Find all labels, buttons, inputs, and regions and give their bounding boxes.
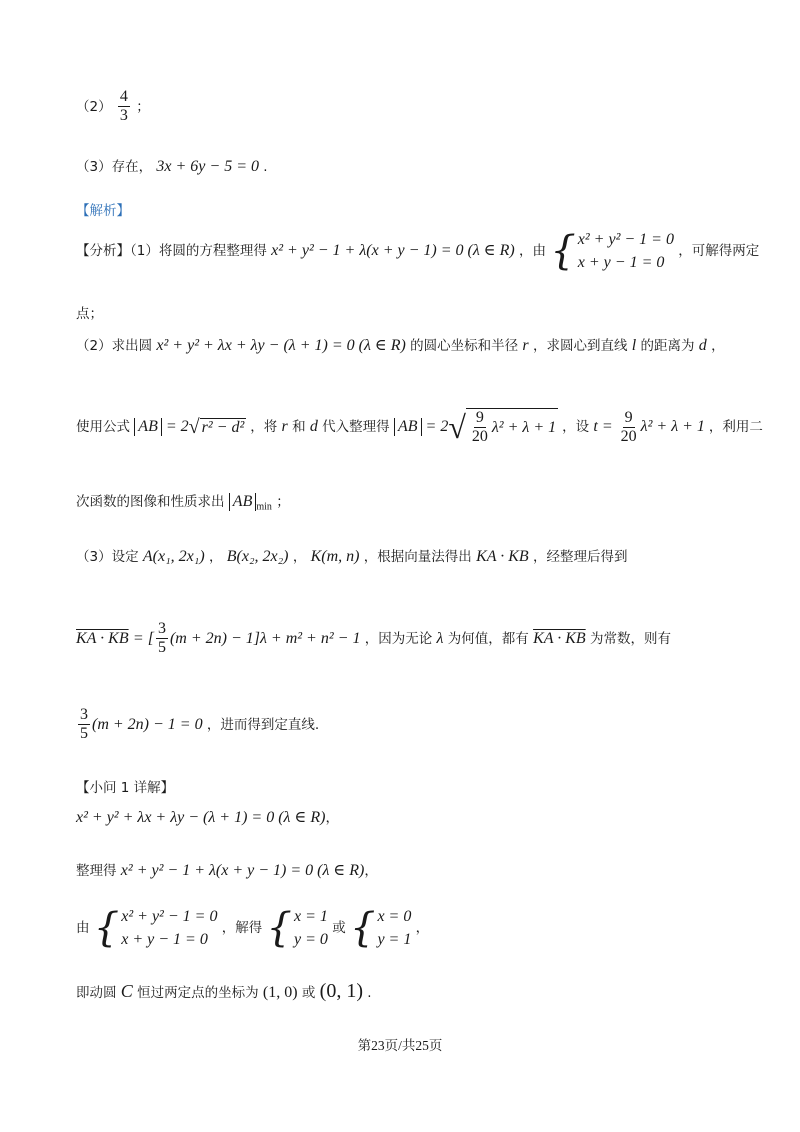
jiexi-heading: 【解析】 xyxy=(76,203,130,219)
analysis-3-dot: KA · KB = [ $\frac{3}{5}$ (m + 2n) − 1]λ + m² + n² − 1 ，因为无论 λ 为何值，都有 KA · KB 为常数，则有 xyxy=(76,620,671,657)
answer-3: （3）存在， 3x + 6y − 5 = 0 . xyxy=(76,158,268,175)
equation-system: { x² + y² − 1 = 0 x + y − 1 = 0 xyxy=(550,228,674,275)
analysis-1: 【分析】（1）将圆的方程整理得 x² + y² − 1 + λ(x + y − 1) = 0 (λ ∈ R) ，由 { x² + y² − 1 = 0 x + y − 1 = 0 ，可解得两定 xyxy=(76,228,760,275)
part1-solve: 由 { x² + y² − 1 = 0 x + y − 1 = 0 ，解得 { x = 1 y = 0 或 { x = 0 y = 1 ， xyxy=(76,905,430,952)
part1-rearranged: 整理得 x² + y² − 1 + λ(x + y − 1) = 0 (λ ∈ R)， xyxy=(76,862,378,879)
analysis-2-min: 次函数的图像和性质求出 AB $_{min}$ ； xyxy=(76,493,290,513)
part1-conclusion: 即动圆 C 恒过两定点的坐标为 (1, 0) 或 (0, 1) . xyxy=(76,980,372,1002)
part1-eq: x² + y² + λx + λy − (λ + 1) = 0 (λ ∈ R)， xyxy=(76,809,339,826)
page-footer: 第23页/共25页 xyxy=(357,1038,443,1053)
analysis-3: （3）设定 A(x₁, 2x₁) ， B(x₂, 2x₂) ， K(m, n) ，根据向量法得出 KA · KB ，经整理后得到 xyxy=(76,548,628,565)
part1-heading: 【小问 1 详解】 xyxy=(76,780,175,796)
analysis-1-cont: 点； xyxy=(76,306,103,322)
analysis-3-line: $\frac{3}{5}$ (m + 2n) − 1 = 0 ，进而得到定直线. xyxy=(80,706,320,743)
fraction-4-3: $\frac{4}{3}$ xyxy=(119,88,128,125)
analysis-2-formula: 使用公式 AB = 2 √ r² − d² ，将 r 和 d 代入整理得 AB = 2 √ $\frac{9}{20}$ λ² + λ + 1 ，设 t = $\frac{9}{20}$ λ² + λ + 1 ，利用二 xyxy=(76,408,763,446)
analysis-2: （2）求出圆 x² + y² + λx + λy − (λ + 1) = 0 (λ ∈ R) 的圆心坐标和半径 r ，求圆心到直线 l 的距离为 d ， xyxy=(76,337,725,354)
answer-2: （2） $\frac{4}{3}$ ； xyxy=(76,88,150,125)
